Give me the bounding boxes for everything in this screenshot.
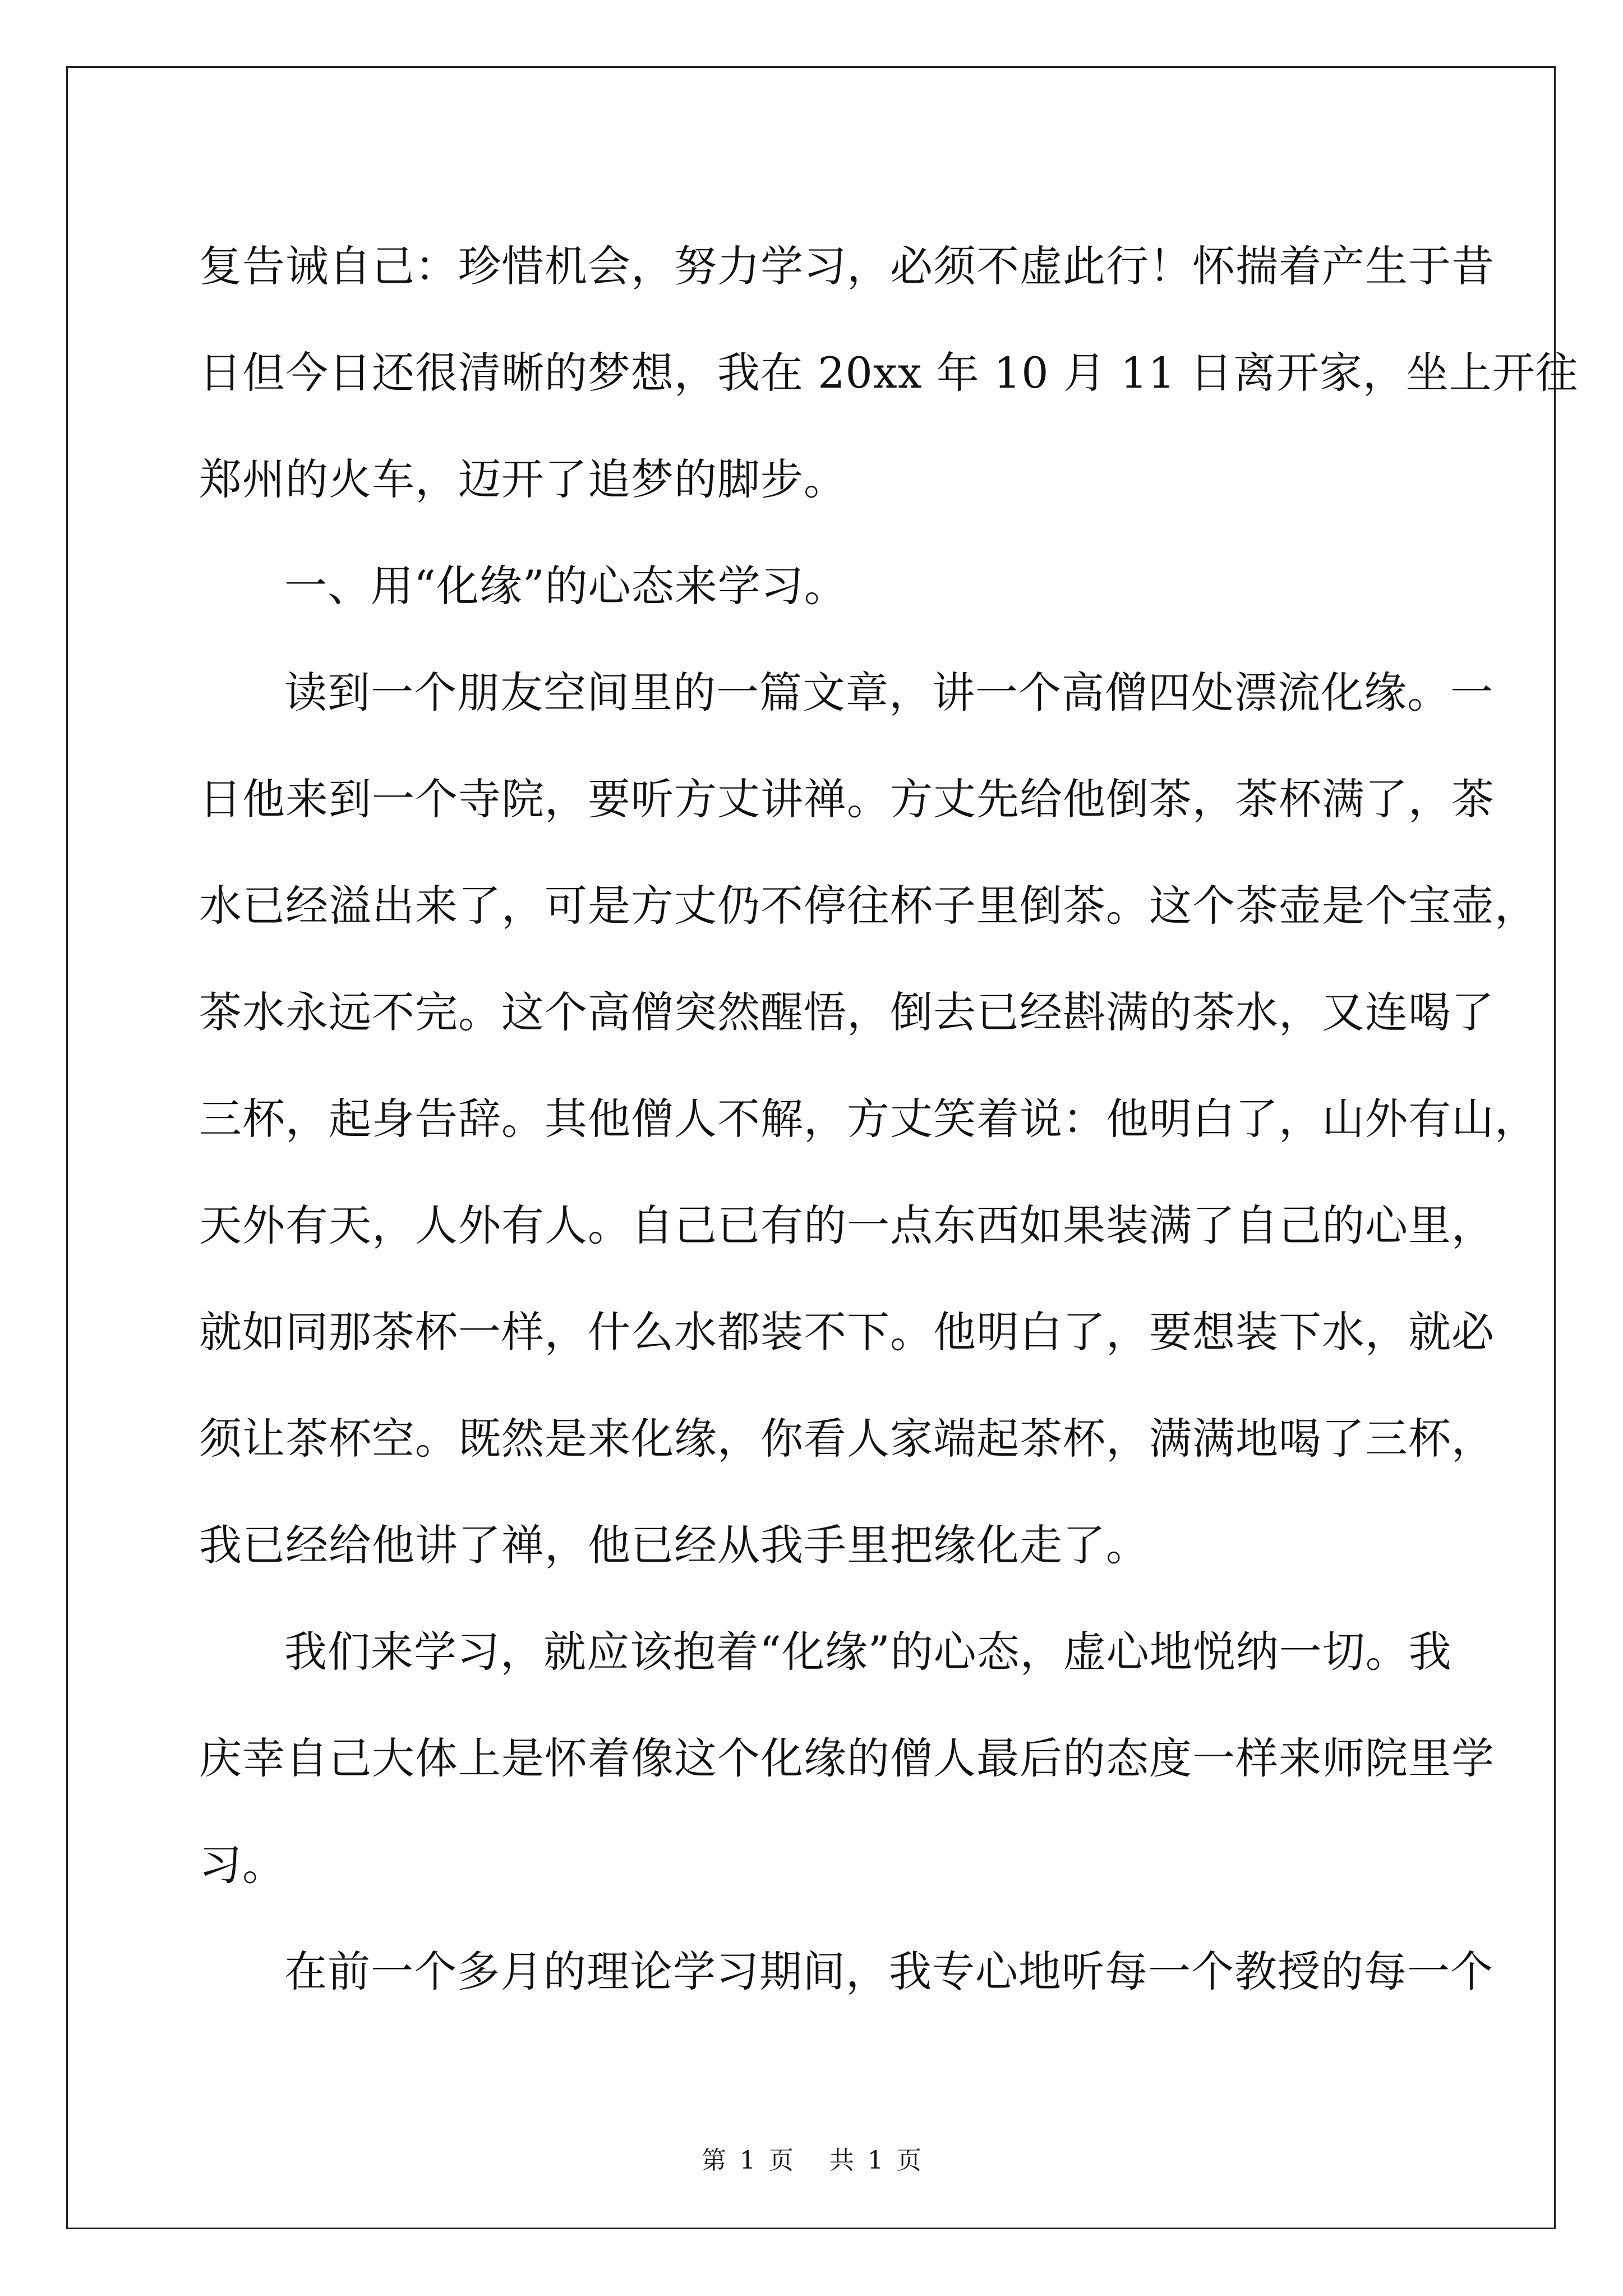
page-total: 共 1 页 <box>829 2146 921 2175</box>
text-line: 我已经给他讲了禅，他已经从我手里把缘化走了。 <box>199 1520 1149 1570</box>
text-line: 茶水永远不完。这个高僧突然醒悟，倒去已经斟满的茶水，又连喝了 <box>199 987 1495 1037</box>
text-line: 就如同那茶杯一样，什么水都装不下。他明白了，要想装下水，就必 <box>199 1307 1495 1357</box>
page-footer <box>0 2144 1623 2178</box>
text-line: 我们来学习，就应该抱着“化缘”的心态，虚心地悦纳一切。我 <box>284 1627 1452 1677</box>
section-heading: 一、用“化缘”的心态来学习。 <box>284 561 847 611</box>
text-line: 三杯，起身告辞。其他僧人不解，方丈笑着说：他明白了，山外有山， <box>199 1094 1538 1144</box>
text-line: 水已经溢出来了，可是方丈仍不停往杯子里倒茶。这个茶壶是个宝壶， <box>199 881 1538 931</box>
text-line: 日但今日还很清晰的梦想，我在 20xx 年 10 月 11 日离开家，坐上开往 <box>199 348 1579 398</box>
document-body <box>199 213 1579 2025</box>
text-line: 习。 <box>199 1840 285 1890</box>
text-line: 须让茶杯空。既然是来化缘，你看人家端起茶杯，满满地喝了三杯， <box>199 1414 1495 1464</box>
text-line: 庆幸自己大体上是怀着像这个化缘的僧人最后的态度一样来师院里学 <box>199 1733 1495 1783</box>
text-line: 郑州的火车，迈开了追梦的脚步。 <box>199 454 847 504</box>
text-line: 在前一个多月的理论学习期间，我专心地听每一个教授的每一个 <box>284 1947 1493 1996</box>
text-line: 日他来到一个寺院，要听方丈讲禅。方丈先给他倒茶，茶杯满了，茶 <box>199 774 1495 824</box>
text-line: 天外有天，人外有人。自己已有的一点东西如果装满了自己的心里， <box>199 1200 1495 1250</box>
text-line: 读到一个朋友空间里的一篇文章，讲一个高僧四处漂流化缘。一 <box>284 668 1493 717</box>
text-line: 复告诫自己：珍惜机会，努力学习，必须不虚此行！怀揣着产生于昔 <box>199 241 1495 291</box>
page-number: 第 1 页 <box>702 2146 794 2175</box>
